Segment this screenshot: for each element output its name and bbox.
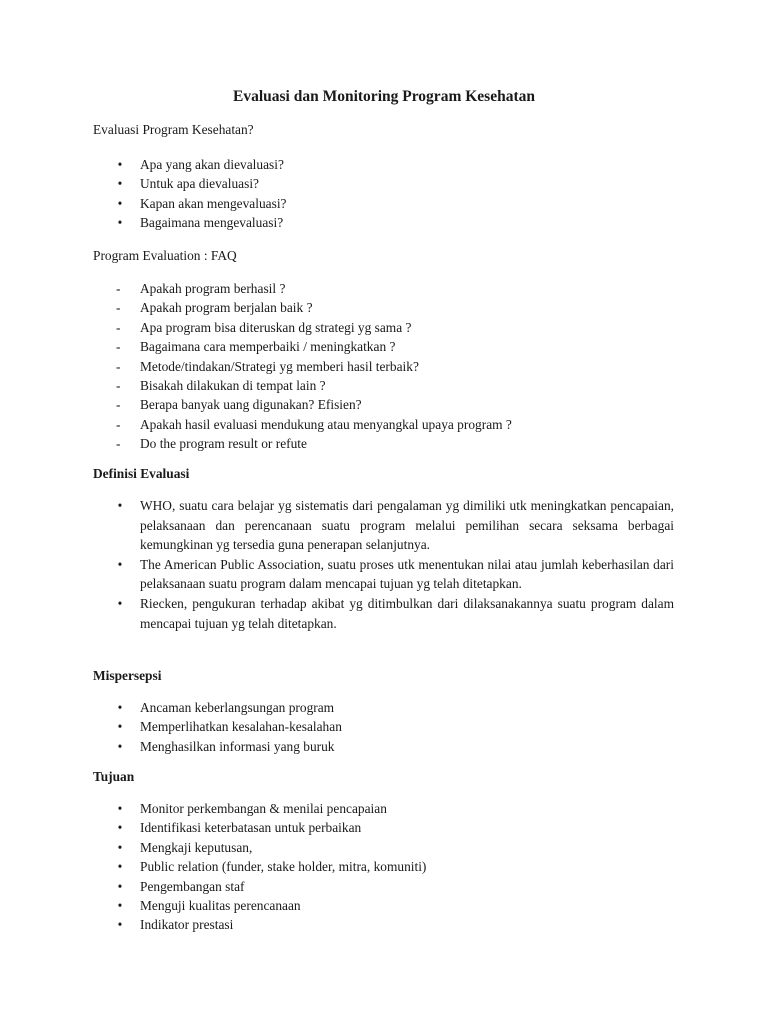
list-item: - Apakah program berhasil ?: [93, 279, 674, 298]
definisi-list: [93, 496, 674, 633]
section1-intro: Evaluasi Program Kesehatan?: [93, 122, 254, 137]
list-item: • Pengembangan staf: [93, 877, 674, 896]
list-item: - Do the program result or refute: [93, 434, 674, 453]
bullet-icon: •: [117, 215, 123, 231]
list-item: • Menghasilkan informasi yang buruk: [93, 737, 674, 756]
dash-icon: -: [116, 416, 121, 432]
bullet-icon: •: [117, 595, 123, 611]
list-item: • Apa yang akan dievaluasi?: [93, 155, 674, 174]
bullet-icon: •: [117, 700, 123, 715]
dash-icon: -: [116, 319, 121, 335]
bullet-icon: •: [117, 839, 123, 855]
bullet-icon: •: [117, 820, 123, 836]
list-item: • Menguji kualitas perencanaan: [93, 896, 674, 915]
dash-icon: -: [116, 397, 121, 413]
list-item: • The American Public Association, suatu proses utk menentukan nilai atau jumlah keberhasilan dari pelaksanaan suatu program dalam mencapai tujuan yg telah ditetapkan.: [93, 555, 674, 594]
mispersepsi-list: [93, 698, 674, 756]
list-item: • Bagaimana mengevaluasi?: [93, 213, 674, 232]
section2-list: [93, 279, 674, 454]
section1-list: [93, 155, 674, 233]
definisi-heading: Definisi Evaluasi: [93, 466, 190, 481]
document-title: Evaluasi dan Monitoring Program Kesehatan: [233, 88, 535, 105]
list-item: • Public relation (funder, stake holder, mitra, komuniti): [93, 857, 674, 876]
bullet-icon: •: [117, 176, 123, 192]
list-item: • Monitor perkembangan & menilai pencapaian: [93, 799, 674, 818]
dash-icon: -: [116, 378, 121, 394]
dash-icon: -: [116, 358, 121, 374]
bullet-icon: •: [117, 898, 123, 914]
list-item: - Apakah hasil evaluasi mendukung atau menyangkal upaya program ?: [93, 415, 674, 434]
list-item: • Mengkaji keputusan,: [93, 838, 674, 857]
list-item: - Bisakah dilakukan di tempat lain ?: [93, 376, 674, 395]
bullet-icon: •: [117, 738, 123, 754]
list-item: - Bagaimana cara memperbaiki / meningkatkan ?: [93, 337, 674, 356]
bullet-icon: •: [117, 556, 123, 572]
tujuan-heading: Tujuan: [93, 769, 135, 784]
bullet-icon: •: [117, 498, 123, 513]
bullet-icon: •: [117, 801, 123, 816]
list-item: - Apa program bisa diteruskan dg strategi yg sama ?: [93, 318, 674, 337]
bullet-icon: •: [117, 878, 123, 894]
section2-intro: Program Evaluation : FAQ: [93, 248, 237, 263]
list-item: • Identifikasi keterbatasan untuk perbaikan: [93, 818, 674, 837]
dash-icon: -: [116, 281, 121, 296]
list-item: • Memperlihatkan kesalahan-kesalahan: [93, 717, 674, 736]
bullet-icon: •: [117, 157, 123, 172]
bullet-icon: •: [117, 917, 123, 933]
bullet-icon: •: [117, 719, 123, 735]
list-item: • Ancaman keberlangsungan program: [93, 698, 674, 717]
list-item: • WHO, suatu cara belajar yg sistematis dari pengalaman yg dimiliki utk meningkatkan pencapaian, pelaksanaan dan perencanaan suatu program melalui pemilihan secara seksama berbagai kemungkinan yg tersedia guna penerapan selanjutnya.: [93, 496, 674, 555]
list-item: - Berapa banyak uang digunakan? Efisien?: [93, 395, 674, 414]
dash-icon: -: [116, 436, 121, 452]
dash-icon: -: [116, 339, 121, 355]
list-item: • Indikator prestasi: [93, 915, 674, 934]
bullet-icon: •: [117, 195, 123, 211]
list-item: • Kapan akan mengevaluasi?: [93, 194, 674, 213]
list-item: - Metode/tindakan/Strategi yg memberi hasil terbaik?: [93, 357, 674, 376]
bullet-icon: •: [117, 859, 123, 875]
list-item: - Apakah program berjalan baik ?: [93, 298, 674, 317]
mispersepsi-heading: Mispersepsi: [93, 668, 162, 683]
dash-icon: -: [116, 300, 121, 316]
tujuan-list: [93, 799, 674, 935]
list-item: • Untuk apa dievaluasi?: [93, 174, 674, 193]
list-item: • Riecken, pengukuran terhadap akibat yg ditimbulkan dari dilaksanakannya suatu program dalam mencapai tujuan yg telah ditetapkan.: [93, 594, 674, 633]
